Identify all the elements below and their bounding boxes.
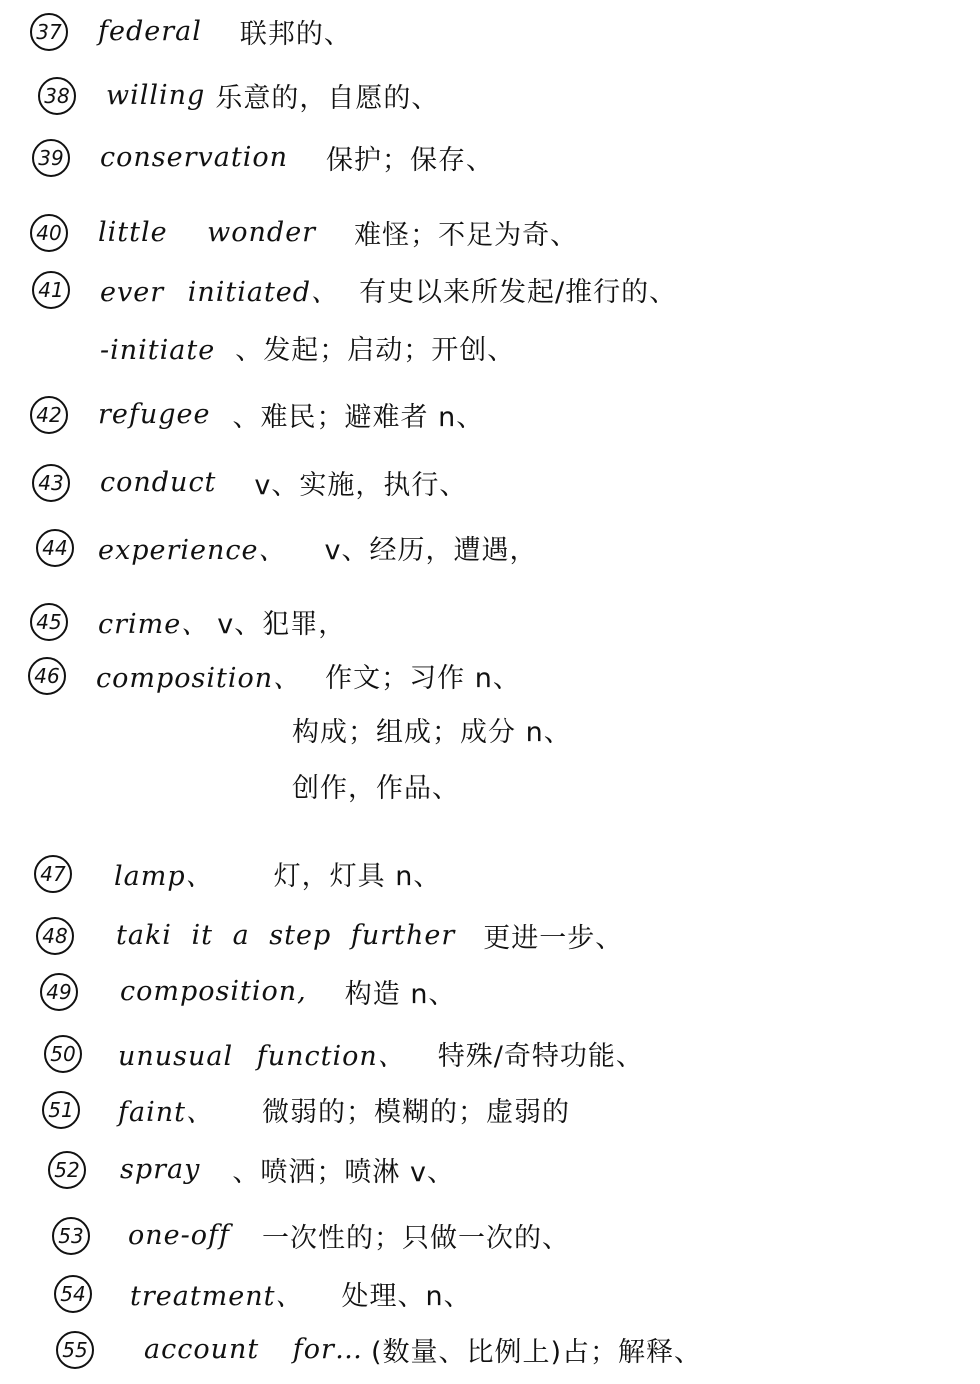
entry-meaning: 微弱的；模糊的；虚弱的	[261, 1097, 570, 1128]
entry-word: treatment、	[130, 1281, 304, 1312]
initiate-word: -initiate	[100, 335, 216, 366]
vocab-entry-45	[30, 602, 346, 641]
vocab-entry-40	[30, 213, 578, 252]
entry-41-subline	[100, 328, 515, 367]
entry-meaning: 保护；保存、	[326, 145, 494, 176]
entry-meaning: 联邦的、	[239, 19, 352, 50]
entry-word: crime、	[98, 609, 210, 640]
vocab-entry-39	[32, 138, 494, 177]
entry-word: taki it a step further	[116, 920, 456, 951]
entry-meaning: 特殊/奇特功能、	[437, 1041, 644, 1072]
vocab-entry-43	[32, 463, 467, 502]
entry-46-subline-3: 创作，作品、	[292, 773, 460, 804]
entry-meaning: 难怪；不足为奇、	[354, 220, 579, 251]
vocab-entry-46	[28, 656, 521, 695]
entry-number: 49	[40, 973, 78, 1011]
entry-number: 40	[30, 214, 68, 252]
entry-number: 44	[36, 529, 74, 567]
entry-number: 51	[42, 1091, 80, 1129]
vocab-entry-51	[42, 1090, 570, 1129]
vocab-entry-41	[32, 270, 677, 309]
entry-meaning: v、犯罪，	[217, 609, 347, 640]
vocab-entry-49	[40, 972, 456, 1011]
entry-number: 41	[32, 271, 70, 309]
entry-number: 50	[44, 1035, 82, 1073]
entry-number: 45	[30, 603, 68, 641]
entry-meaning: 、难民；避难者 n、	[232, 402, 485, 433]
vocab-entry-38	[38, 76, 439, 115]
entry-number: 43	[32, 464, 70, 502]
entry-meaning: 处理、n、	[341, 1281, 472, 1312]
entry-meaning: 构造 n、	[344, 979, 457, 1010]
entry-number: 48	[36, 917, 74, 955]
entry-word: experience、	[98, 535, 287, 566]
entry-number: 39	[32, 139, 70, 177]
entry-word: willing	[106, 80, 206, 111]
entry-word: faint、	[118, 1097, 214, 1128]
entry-word: account for…	[144, 1334, 363, 1365]
entry-meaning: 、喷洒；喷淋 v、	[232, 1157, 455, 1188]
entry-meaning: v、实施，执行、	[254, 470, 468, 501]
entry-number: 37	[30, 13, 68, 51]
vocab-entry-50	[44, 1034, 644, 1073]
entry-meaning: 作文；习作 n、	[325, 663, 521, 694]
entry-number: 52	[48, 1151, 86, 1189]
entry-word: ever initiated、	[100, 277, 340, 308]
vocab-entry-52	[48, 1150, 455, 1189]
vocab-entry-47	[34, 854, 441, 893]
entry-meaning: 灯，灯具 n、	[273, 861, 442, 892]
entry-number: 42	[30, 396, 68, 434]
entry-word: refugee	[98, 399, 211, 430]
vocab-entry-55	[56, 1330, 702, 1369]
entry-meaning: 更进一步、	[483, 923, 624, 954]
entry-word: federal	[98, 16, 202, 47]
vocab-entry-48	[36, 916, 623, 955]
vocab-entry-44	[36, 528, 537, 567]
entry-number: 55	[56, 1331, 94, 1369]
vocab-entry-42	[30, 395, 484, 434]
entry-meaning: v、经历，遭遇，	[324, 535, 538, 566]
vocab-entry-54	[54, 1274, 472, 1313]
vocab-entry-37	[30, 12, 352, 51]
entry-meaning: 乐意的，自愿的、	[215, 83, 440, 114]
entry-word: conservation	[100, 142, 288, 173]
entry-word: composition、	[96, 663, 302, 694]
entry-46-subline-2: 构成；组成；成分 n、	[292, 717, 572, 748]
entry-word: little wonder	[98, 217, 317, 248]
entry-number: 53	[52, 1217, 90, 1255]
entry-word: conduct	[100, 467, 217, 498]
entry-word: spray	[120, 1154, 201, 1185]
initiate-meaning: 、发起；启动；开创、	[235, 335, 516, 366]
entry-meaning: (数量、比例上)占；解释、	[370, 1337, 703, 1368]
entry-meaning: 有史以来所发起/推行的、	[359, 277, 678, 308]
entry-number: 38	[38, 77, 76, 115]
entry-word: lamp、	[114, 861, 214, 892]
entry-word: unusual function、	[118, 1041, 406, 1072]
entry-number: 46	[28, 657, 66, 695]
entry-meaning: 一次性的；只做一次的、	[262, 1223, 570, 1254]
entry-word: one-off	[128, 1220, 230, 1251]
vocab-entry-53	[52, 1216, 570, 1255]
entry-number: 47	[34, 855, 72, 893]
entry-number: 54	[54, 1275, 92, 1313]
entry-word: composition,	[120, 976, 307, 1007]
